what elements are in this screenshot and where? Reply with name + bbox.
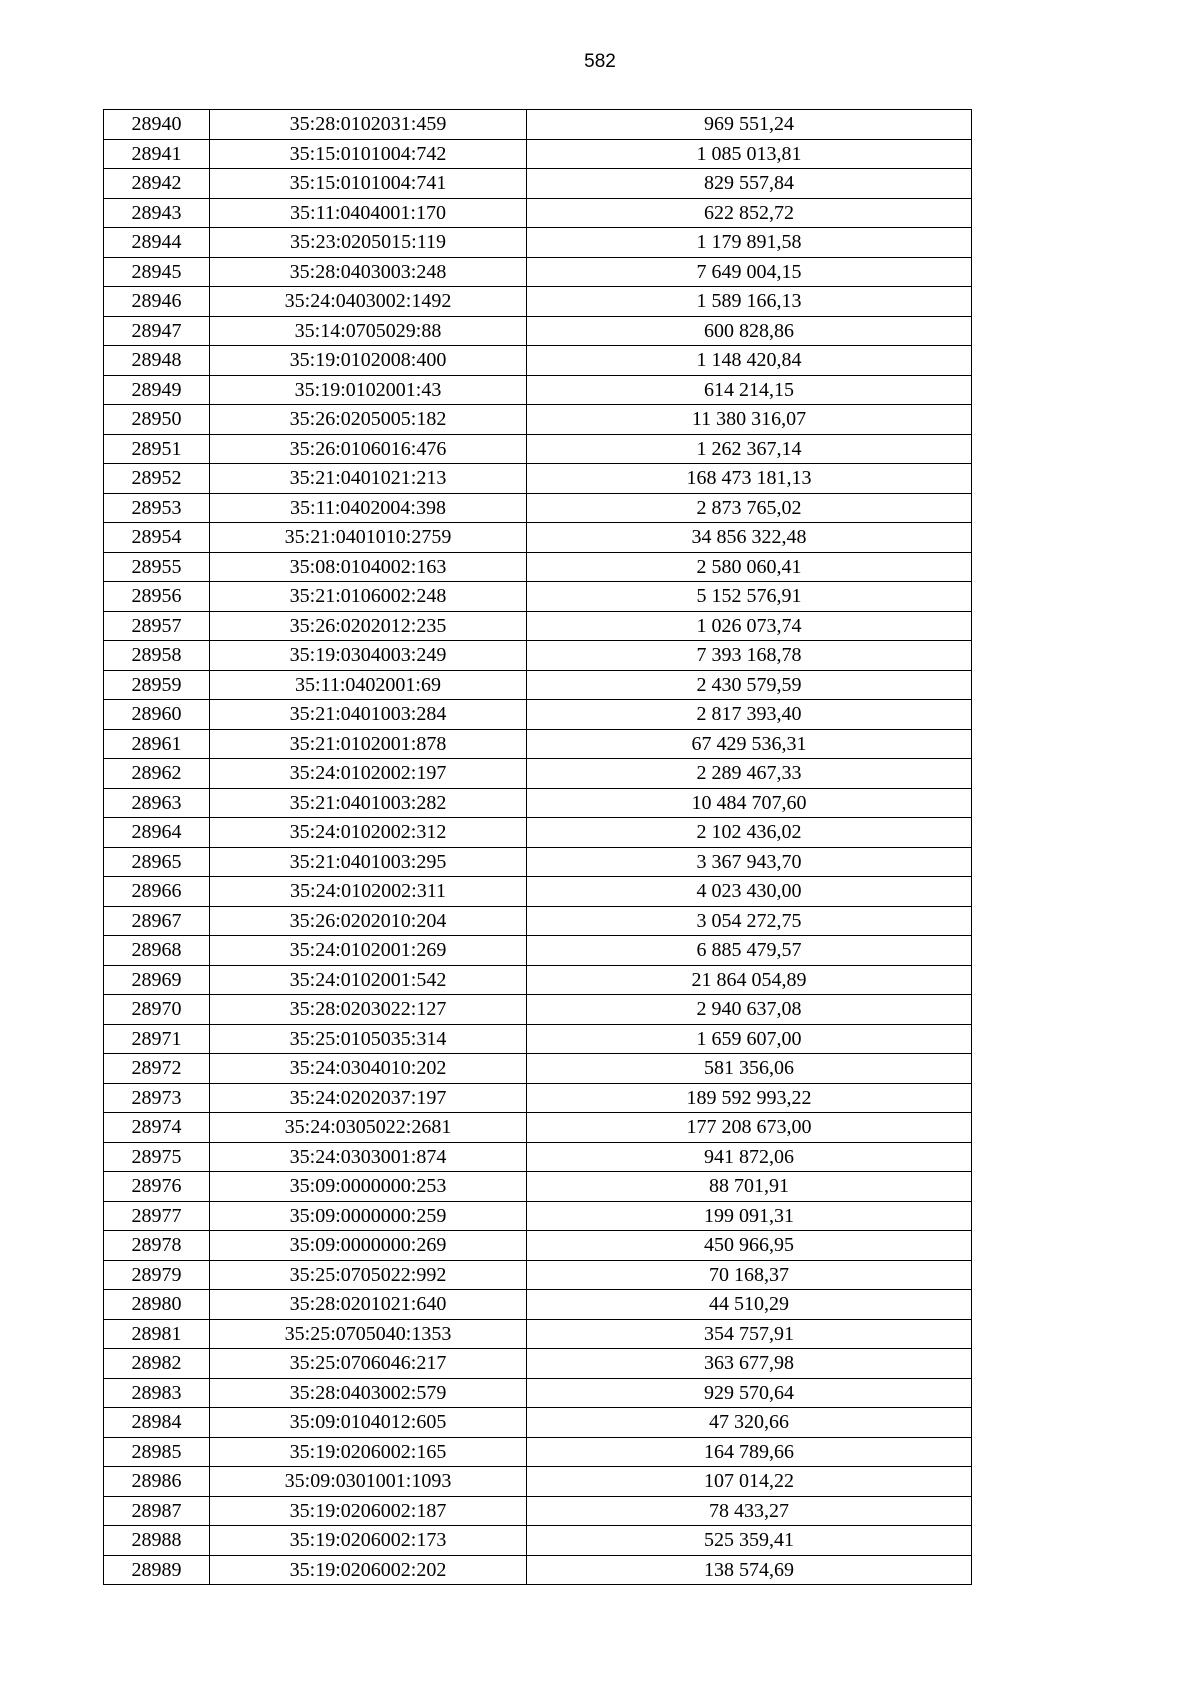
cadastral-value-cell: 354 757,91 [527,1319,972,1349]
row-number-cell: 28969 [104,965,210,995]
cadastral-value-cell: 1 179 891,58 [527,228,972,258]
row-number-cell: 28989 [104,1555,210,1585]
table-row [104,1467,972,1497]
row-number-cell: 28978 [104,1231,210,1261]
row-number-cell: 28960 [104,700,210,730]
row-number-cell: 28974 [104,1113,210,1143]
cadastral-value-cell: 525 359,41 [527,1526,972,1556]
cadastral-value-cell: 1 085 013,81 [527,139,972,169]
row-number-cell: 28947 [104,316,210,346]
table-row [104,1024,972,1054]
cadastral-value-cell: 5 152 576,91 [527,582,972,612]
cadastral-value-cell: 138 574,69 [527,1555,972,1585]
row-number-cell: 28976 [104,1172,210,1202]
cadastral-value-cell: 88 701,91 [527,1172,972,1202]
table-row [104,464,972,494]
row-number-cell: 28975 [104,1142,210,1172]
table-row [104,1290,972,1320]
cadastral-number-cell: 35:19:0102001:43 [210,375,527,405]
table-row [104,965,972,995]
cadastral-value-cell: 929 570,64 [527,1378,972,1408]
row-number-cell: 28952 [104,464,210,494]
table-row [104,1555,972,1585]
cadastral-number-cell: 35:26:0205005:182 [210,405,527,435]
cadastral-number-cell: 35:21:0102001:878 [210,729,527,759]
table-row [104,582,972,612]
table-row [104,1142,972,1172]
cadastral-number-cell: 35:21:0106002:248 [210,582,527,612]
page-number: 582 [584,51,616,72]
cadastral-value-cell: 34 856 322,48 [527,523,972,553]
cadastral-value-cell: 67 429 536,31 [527,729,972,759]
row-number-cell: 28953 [104,493,210,523]
table-row [104,552,972,582]
cadastral-value-cell: 941 872,06 [527,1142,972,1172]
cadastral-number-cell: 35:28:0203022:127 [210,995,527,1025]
cadastral-number-cell: 35:26:0106016:476 [210,434,527,464]
cadastral-value-cell: 3 054 272,75 [527,906,972,936]
cadastral-number-cell: 35:24:0102001:542 [210,965,527,995]
table-row [104,1349,972,1379]
cadastral-number-cell: 35:24:0403002:1492 [210,287,527,317]
cadastral-number-cell: 35:15:0101004:741 [210,169,527,199]
cadastral-number-cell: 35:21:0401003:295 [210,847,527,877]
cadastral-number-cell: 35:28:0403002:579 [210,1378,527,1408]
row-number-cell: 28945 [104,257,210,287]
cadastral-number-cell: 35:28:0102031:459 [210,110,527,140]
row-number-cell: 28982 [104,1349,210,1379]
row-number-cell: 28951 [104,434,210,464]
cadastral-value-cell: 168 473 181,13 [527,464,972,494]
cadastral-value-cell: 622 852,72 [527,198,972,228]
cadastral-value-cell: 164 789,66 [527,1437,972,1467]
table-row [104,1408,972,1438]
table-row [104,228,972,258]
table-row [104,1260,972,1290]
cadastral-value-cell: 450 966,95 [527,1231,972,1261]
cadastral-number-cell: 35:11:0402001:69 [210,670,527,700]
row-number-cell: 28962 [104,759,210,789]
cadastral-number-cell: 35:23:0205015:119 [210,228,527,258]
cadastral-value-cell: 2 430 579,59 [527,670,972,700]
table-row [104,1113,972,1143]
row-number-cell: 28963 [104,788,210,818]
cadastral-number-cell: 35:21:0401003:282 [210,788,527,818]
table-row [104,523,972,553]
table-row [104,1054,972,1084]
cadastral-number-cell: 35:19:0304003:249 [210,641,527,671]
cadastral-number-cell: 35:09:0104012:605 [210,1408,527,1438]
table-row [104,788,972,818]
cadastral-number-cell: 35:21:0401003:284 [210,700,527,730]
row-number-cell: 28943 [104,198,210,228]
row-number-cell: 28957 [104,611,210,641]
cadastral-number-cell: 35:26:0202012:235 [210,611,527,641]
cadastral-number-cell: 35:19:0206002:173 [210,1526,527,1556]
cadastral-value-cell: 11 380 316,07 [527,405,972,435]
table-row [104,287,972,317]
table-row [104,877,972,907]
table-row [104,257,972,287]
table-row [104,405,972,435]
cadastral-number-cell: 35:15:0101004:742 [210,139,527,169]
cadastral-number-cell: 35:14:0705029:88 [210,316,527,346]
cadastral-value-cell: 21 864 054,89 [527,965,972,995]
cadastral-value-cell: 10 484 707,60 [527,788,972,818]
cadastral-number-cell: 35:21:0401010:2759 [210,523,527,553]
cadastral-value-cell: 6 885 479,57 [527,936,972,966]
cadastral-number-cell: 35:09:0000000:259 [210,1201,527,1231]
cadastral-number-cell: 35:24:0102001:269 [210,936,527,966]
row-number-cell: 28968 [104,936,210,966]
cadastral-value-cell: 107 014,22 [527,1467,972,1497]
table-row [104,1496,972,1526]
row-number-cell: 28971 [104,1024,210,1054]
cadastral-value-cell: 2 102 436,02 [527,818,972,848]
cadastral-number-cell: 35:19:0206002:202 [210,1555,527,1585]
cadastral-number-cell: 35:19:0102008:400 [210,346,527,376]
cadastral-value-table [103,109,972,1585]
cadastral-value-cell: 189 592 993,22 [527,1083,972,1113]
row-number-cell: 28979 [104,1260,210,1290]
cadastral-number-cell: 35:19:0206002:187 [210,1496,527,1526]
row-number-cell: 28954 [104,523,210,553]
cadastral-number-cell: 35:24:0305022:2681 [210,1113,527,1143]
table-row [104,729,972,759]
cadastral-value-cell: 581 356,06 [527,1054,972,1084]
cadastral-value-cell: 70 168,37 [527,1260,972,1290]
cadastral-number-cell: 35:25:0705040:1353 [210,1319,527,1349]
table-row [104,936,972,966]
cadastral-number-cell: 35:24:0102002:197 [210,759,527,789]
table-row [104,906,972,936]
table-row [104,110,972,140]
row-number-cell: 28950 [104,405,210,435]
cadastral-value-cell: 7 649 004,15 [527,257,972,287]
table-row [104,139,972,169]
cadastral-number-cell: 35:11:0404001:170 [210,198,527,228]
table-row [104,1526,972,1556]
row-number-cell: 28966 [104,877,210,907]
cadastral-value-cell: 2 289 467,33 [527,759,972,789]
cadastral-value-cell: 4 023 430,00 [527,877,972,907]
cadastral-number-cell: 35:26:0202010:204 [210,906,527,936]
cadastral-number-cell: 35:28:0201021:640 [210,1290,527,1320]
cadastral-number-cell: 35:21:0401021:213 [210,464,527,494]
row-number-cell: 28972 [104,1054,210,1084]
row-number-cell: 28988 [104,1526,210,1556]
table-row [104,700,972,730]
row-number-cell: 28959 [104,670,210,700]
row-number-cell: 28977 [104,1201,210,1231]
cadastral-value-cell: 44 510,29 [527,1290,972,1320]
table-row [104,995,972,1025]
cadastral-number-cell: 35:24:0304010:202 [210,1054,527,1084]
table-row [104,375,972,405]
cadastral-value-cell: 1 589 166,13 [527,287,972,317]
table-row [104,1231,972,1261]
table-row [104,1172,972,1202]
table-row [104,346,972,376]
row-number-cell: 28985 [104,1437,210,1467]
cadastral-value-cell: 600 828,86 [527,316,972,346]
cadastral-number-cell: 35:24:0303001:874 [210,1142,527,1172]
table-row [104,818,972,848]
row-number-cell: 28944 [104,228,210,258]
cadastral-value-cell: 2 940 637,08 [527,995,972,1025]
table-row [104,759,972,789]
cadastral-value-cell: 1 659 607,00 [527,1024,972,1054]
cadastral-value-cell: 177 208 673,00 [527,1113,972,1143]
row-number-cell: 28986 [104,1467,210,1497]
table-body [104,110,972,1585]
row-number-cell: 28970 [104,995,210,1025]
cadastral-value-cell: 1 148 420,84 [527,346,972,376]
cadastral-number-cell: 35:19:0206002:165 [210,1437,527,1467]
table-row [104,1437,972,1467]
cadastral-number-cell: 35:24:0202037:197 [210,1083,527,1113]
cadastral-number-cell: 35:24:0102002:312 [210,818,527,848]
cadastral-value-cell: 2 873 765,02 [527,493,972,523]
table-row [104,198,972,228]
cadastral-value-cell: 1 262 367,14 [527,434,972,464]
row-number-cell: 28964 [104,818,210,848]
row-number-cell: 28942 [104,169,210,199]
table-row [104,611,972,641]
cadastral-value-cell: 969 551,24 [527,110,972,140]
cadastral-value-cell: 3 367 943,70 [527,847,972,877]
row-number-cell: 28987 [104,1496,210,1526]
cadastral-number-cell: 35:24:0102002:311 [210,877,527,907]
table-row [104,1319,972,1349]
row-number-cell: 28956 [104,582,210,612]
row-number-cell: 28965 [104,847,210,877]
row-number-cell: 28980 [104,1290,210,1320]
cadastral-number-cell: 35:25:0705022:992 [210,1260,527,1290]
cadastral-number-cell: 35:25:0706046:217 [210,1349,527,1379]
table-row [104,316,972,346]
cadastral-number-cell: 35:08:0104002:163 [210,552,527,582]
cadastral-value-cell: 47 320,66 [527,1408,972,1438]
row-number-cell: 28946 [104,287,210,317]
cadastral-value-cell: 1 026 073,74 [527,611,972,641]
table-row [104,493,972,523]
cadastral-value-cell: 78 433,27 [527,1496,972,1526]
row-number-cell: 28940 [104,110,210,140]
row-number-cell: 28973 [104,1083,210,1113]
row-number-cell: 28981 [104,1319,210,1349]
cadastral-value-cell: 2 817 393,40 [527,700,972,730]
table-row [104,169,972,199]
table-row [104,434,972,464]
cadastral-number-cell: 35:11:0402004:398 [210,493,527,523]
cadastral-value-cell: 363 677,98 [527,1349,972,1379]
row-number-cell: 28961 [104,729,210,759]
row-number-cell: 28948 [104,346,210,376]
row-number-cell: 28983 [104,1378,210,1408]
cadastral-number-cell: 35:28:0403003:248 [210,257,527,287]
row-number-cell: 28984 [104,1408,210,1438]
table-row [104,847,972,877]
cadastral-value-cell: 2 580 060,41 [527,552,972,582]
table-row [104,1201,972,1231]
cadastral-value-cell: 7 393 168,78 [527,641,972,671]
table-row [104,641,972,671]
table-row [104,670,972,700]
row-number-cell: 28958 [104,641,210,671]
cadastral-number-cell: 35:09:0301001:1093 [210,1467,527,1497]
table-row [104,1378,972,1408]
cadastral-number-cell: 35:09:0000000:253 [210,1172,527,1202]
cadastral-value-cell: 199 091,31 [527,1201,972,1231]
row-number-cell: 28941 [104,139,210,169]
row-number-cell: 28949 [104,375,210,405]
row-number-cell: 28967 [104,906,210,936]
cadastral-number-cell: 35:25:0105035:314 [210,1024,527,1054]
cadastral-value-cell: 614 214,15 [527,375,972,405]
table-row [104,1083,972,1113]
cadastral-number-cell: 35:09:0000000:269 [210,1231,527,1261]
row-number-cell: 28955 [104,552,210,582]
cadastral-value-cell: 829 557,84 [527,169,972,199]
